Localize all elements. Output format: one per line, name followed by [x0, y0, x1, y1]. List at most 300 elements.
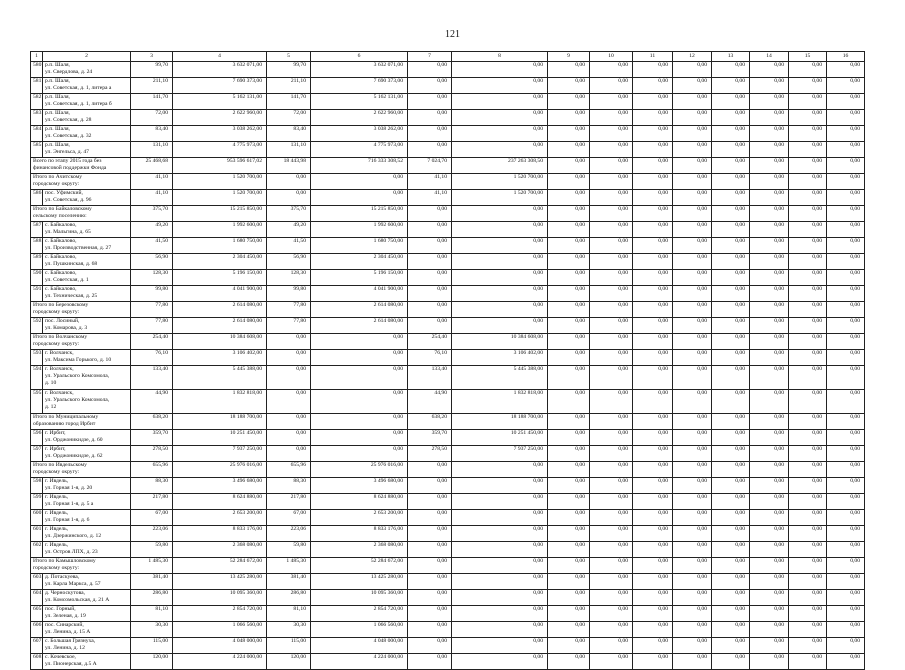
value-cell: 88,30	[267, 478, 311, 494]
value-cell: 1 066 560,00	[173, 622, 267, 638]
table-row	[31, 222, 865, 238]
value-cell: 0,00	[673, 638, 712, 654]
value-cell: 0,00	[590, 142, 633, 158]
value-cell: 0,00	[408, 542, 452, 558]
row-number: 588	[31, 238, 43, 254]
value-cell: 25 468,68	[131, 158, 173, 174]
column-number: 12	[673, 52, 712, 62]
value-cell: 0,00	[827, 142, 865, 158]
value-cell: 0,00	[712, 62, 750, 78]
value-cell: 0,00	[452, 638, 548, 654]
value-cell: 2 614 080,00	[173, 318, 267, 334]
value-cell: 0,00	[789, 238, 827, 254]
value-cell: 25 976 016,00	[311, 462, 408, 478]
value-cell: 0,00	[590, 390, 633, 414]
value-cell: 0,00	[750, 494, 789, 510]
value-cell: 2 653 200,00	[173, 510, 267, 526]
value-cell: 0,00	[750, 462, 789, 478]
cell-text-line: ул. Пушкинская, д. 68	[45, 260, 98, 267]
value-cell: 0,00	[750, 414, 789, 430]
value-cell: 5 196 150,00	[311, 270, 408, 286]
value-cell: 0,00	[750, 350, 789, 366]
value-cell: 131,10	[131, 142, 173, 158]
column-number: 7	[408, 52, 452, 62]
value-cell: 655,96	[131, 462, 173, 478]
value-cell: 76,10	[408, 350, 452, 366]
value-cell: 0,00	[712, 110, 750, 126]
cell-text-line: ул. Максима Горького, д. 10	[45, 356, 112, 363]
value-cell: 0,00	[712, 462, 750, 478]
value-cell: 0,00	[827, 334, 865, 350]
value-cell: 133,40	[408, 366, 452, 390]
value-cell: 1 520 700,00	[452, 174, 548, 190]
address-cell	[43, 510, 131, 526]
value-cell: 13 425 280,00	[173, 574, 267, 590]
value-cell: 0,00	[452, 270, 548, 286]
table-row	[31, 350, 865, 366]
value-cell: 81,10	[267, 606, 311, 622]
value-cell: 3 038 262,00	[173, 126, 267, 142]
value-cell: 0,00	[673, 350, 712, 366]
column-number-header	[31, 52, 865, 62]
value-cell: 0,00	[789, 462, 827, 478]
address-cell	[43, 190, 131, 206]
value-cell: 0,00	[750, 366, 789, 390]
value-cell: 0,00	[827, 350, 865, 366]
address-cell	[43, 622, 131, 638]
cell-text-line: ул. Советская, д. 96	[45, 196, 92, 203]
value-cell: 0,00	[789, 158, 827, 174]
cell-text-line: образованию город Ирбит	[33, 420, 96, 427]
value-cell: 0,00	[789, 190, 827, 206]
value-cell: 0,00	[452, 542, 548, 558]
row-number: 592	[31, 318, 43, 334]
value-cell: 0,00	[789, 430, 827, 446]
cell-text-line: ул. Зеленая, д. 19	[45, 612, 86, 619]
cell-text-line: ул. Орджоникидзе, д. 60	[45, 436, 103, 443]
value-cell: 0,00	[673, 574, 712, 590]
cell-text-line: ул. Ленина, д. 12	[45, 644, 85, 651]
column-number: 4	[173, 52, 267, 62]
value-cell: 0,00	[633, 222, 673, 238]
value-cell: 0,00	[590, 318, 633, 334]
value-cell: 41,50	[267, 238, 311, 254]
value-cell: 0,00	[789, 542, 827, 558]
value-cell: 0,00	[827, 158, 865, 174]
value-cell: 0,00	[408, 302, 452, 318]
value-cell: 7 937 250,00	[173, 446, 267, 462]
value-cell: 0,00	[789, 254, 827, 270]
value-cell: 0,00	[673, 78, 712, 94]
row-number: 587	[31, 222, 43, 238]
value-cell: 7 690 373,00	[173, 78, 267, 94]
value-cell: 0,00	[633, 190, 673, 206]
table-row	[31, 94, 865, 110]
value-cell: 0,00	[712, 238, 750, 254]
column-number: 11	[633, 52, 673, 62]
value-cell: 77,80	[131, 302, 173, 318]
address-cell	[43, 62, 131, 78]
value-cell: 0,00	[452, 286, 548, 302]
value-cell: 83,40	[131, 126, 173, 142]
value-cell: 99,80	[267, 286, 311, 302]
value-cell: 3 632 071,00	[173, 62, 267, 78]
value-cell: 0,00	[548, 390, 590, 414]
value-cell: 1 832 818,00	[452, 390, 548, 414]
cell-text-line: ул. Уральского Комсомола,	[45, 372, 110, 379]
value-cell: 7 024,70	[408, 158, 452, 174]
cell-text-line: г. Волчанск,	[45, 350, 74, 356]
value-cell: 0,00	[408, 478, 452, 494]
value-cell: 0,00	[633, 238, 673, 254]
value-cell: 0,00	[548, 574, 590, 590]
value-cell: 1 485,30	[267, 558, 311, 574]
value-cell: 0,00	[750, 606, 789, 622]
value-cell: 278,50	[131, 446, 173, 462]
row-number: 594	[31, 366, 43, 390]
value-cell: 0,00	[673, 334, 712, 350]
value-cell: 0,00	[827, 302, 865, 318]
value-cell: 0,00	[789, 590, 827, 606]
value-cell: 0,00	[789, 622, 827, 638]
value-cell: 375,70	[267, 206, 311, 222]
value-cell: 0,00	[548, 270, 590, 286]
value-cell: 128,30	[267, 270, 311, 286]
value-cell: 41,10	[408, 190, 452, 206]
value-cell: 0,00	[548, 318, 590, 334]
subtotal-row	[31, 158, 865, 174]
cell-text-line: ул. Мальгина, д. 65	[45, 228, 91, 235]
column-number: 14	[750, 52, 789, 62]
cell-text-line: ул. Пионерская, д.5 А	[45, 660, 97, 667]
value-cell: 0,00	[712, 526, 750, 542]
value-cell: 0,00	[789, 62, 827, 78]
value-cell: 0,00	[452, 94, 548, 110]
value-cell: 13 425 280,00	[311, 574, 408, 590]
cell-text-line: с. Байкалово,	[45, 254, 77, 260]
value-cell: 3 038 262,00	[311, 126, 408, 142]
value-cell: 0,00	[827, 62, 865, 78]
cell-text-line: ул. Советская, д. 1	[45, 276, 89, 283]
value-cell: 217,80	[267, 494, 311, 510]
cell-text-line: д. Потаскуева,	[45, 574, 80, 580]
value-cell: 10 384 608,00	[173, 334, 267, 350]
value-cell: 88,30	[131, 478, 173, 494]
value-cell: 0,00	[712, 558, 750, 574]
value-cell: 0,00	[750, 318, 789, 334]
value-cell: 4 048 000,00	[311, 638, 408, 654]
value-cell: 0,00	[590, 494, 633, 510]
value-cell: 0,00	[267, 174, 311, 190]
value-cell: 1 520 700,00	[452, 190, 548, 206]
value-cell: 0,00	[673, 430, 712, 446]
value-cell: 0,00	[750, 110, 789, 126]
value-cell: 41,10	[131, 174, 173, 190]
value-cell: 0,00	[827, 542, 865, 558]
value-cell: 5 162 131,00	[311, 94, 408, 110]
column-number: 2	[43, 52, 131, 62]
value-cell: 0,00	[827, 526, 865, 542]
value-cell: 0,00	[311, 366, 408, 390]
value-cell: 141,70	[267, 94, 311, 110]
value-cell: 217,80	[131, 494, 173, 510]
value-cell: 0,00	[712, 350, 750, 366]
value-cell: 381,40	[131, 574, 173, 590]
value-cell: 3 496 680,00	[311, 478, 408, 494]
value-cell: 0,00	[750, 222, 789, 238]
value-cell: 0,00	[827, 510, 865, 526]
row-number: 605	[31, 606, 43, 622]
cell-text-line: Итого по Муниципальному	[33, 414, 99, 420]
value-cell: 0,00	[789, 638, 827, 654]
value-cell: 0,00	[548, 494, 590, 510]
value-cell: 0,00	[827, 638, 865, 654]
value-cell: 0,00	[633, 78, 673, 94]
row-number: 601	[31, 526, 43, 542]
value-cell: 0,00	[827, 366, 865, 390]
cell-text-line: ул. Техническая, д. 25	[45, 292, 98, 299]
value-cell: 0,00	[827, 206, 865, 222]
value-cell: 0,00	[590, 174, 633, 190]
value-cell: 99,70	[131, 62, 173, 78]
value-cell: 56,90	[131, 254, 173, 270]
value-cell: 0,00	[633, 558, 673, 574]
column-number: 3	[131, 52, 173, 62]
value-cell: 211,10	[131, 78, 173, 94]
value-cell: 0,00	[789, 286, 827, 302]
value-cell: 0,00	[311, 190, 408, 206]
value-cell: 0,00	[590, 254, 633, 270]
subtotal-label	[31, 462, 131, 478]
value-cell: 0,00	[750, 94, 789, 110]
value-cell: 3 496 680,00	[173, 478, 267, 494]
value-cell: 0,00	[590, 126, 633, 142]
value-cell: 0,00	[408, 78, 452, 94]
value-cell: 18 188 700,00	[452, 414, 548, 430]
value-cell: 0,00	[789, 526, 827, 542]
value-cell: 0,00	[408, 254, 452, 270]
value-cell: 0,00	[267, 430, 311, 446]
cell-text-line: ул. Энгельса, д. 47	[45, 148, 89, 155]
row-number: 603	[31, 574, 43, 590]
value-cell: 1 832 818,00	[173, 390, 267, 414]
value-cell: 0,00	[408, 94, 452, 110]
cell-text-line: ул. Дзержинского, д. 12	[45, 532, 102, 539]
cell-text-line: ул. Советская, д. 1, литера а	[45, 84, 112, 91]
address-cell	[43, 254, 131, 270]
value-cell: 0,00	[452, 62, 548, 78]
value-cell: 0,00	[548, 238, 590, 254]
column-number: 8	[452, 52, 548, 62]
value-cell: 2 614 080,00	[311, 302, 408, 318]
value-cell: 254,40	[408, 334, 452, 350]
value-cell: 2 368 080,00	[311, 542, 408, 558]
address-cell	[43, 126, 131, 142]
value-cell: 0,00	[548, 590, 590, 606]
value-cell: 115,00	[131, 638, 173, 654]
value-cell: 0,00	[452, 558, 548, 574]
value-cell: 0,00	[827, 110, 865, 126]
cell-text-line: р.п. Шаля,	[45, 62, 70, 68]
value-cell: 0,00	[789, 334, 827, 350]
value-cell: 0,00	[590, 574, 633, 590]
value-cell: 2 653 200,00	[311, 510, 408, 526]
value-cell: 0,00	[311, 174, 408, 190]
cell-text-line: финансовой поддержки Фонда	[33, 164, 107, 171]
address-cell	[43, 318, 131, 334]
value-cell: 0,00	[452, 126, 548, 142]
value-cell: 0,00	[590, 654, 633, 670]
value-cell: 8 833 176,00	[311, 526, 408, 542]
cell-text-line: Всего по этапу 2015 года без	[33, 158, 102, 164]
value-cell: 1 992 600,00	[311, 222, 408, 238]
cell-text-line: ул. Ленина, д. 15 А	[45, 628, 91, 635]
value-cell: 0,00	[548, 254, 590, 270]
value-cell: 0,00	[633, 390, 673, 414]
value-cell: 0,00	[750, 126, 789, 142]
value-cell: 0,00	[827, 390, 865, 414]
value-cell: 0,00	[712, 318, 750, 334]
value-cell: 49,20	[131, 222, 173, 238]
value-cell: 0,00	[673, 414, 712, 430]
address-cell	[43, 526, 131, 542]
table-row	[31, 590, 865, 606]
value-cell: 0,00	[633, 622, 673, 638]
value-cell: 0,00	[452, 494, 548, 510]
value-cell: 0,00	[548, 526, 590, 542]
value-cell: 0,00	[712, 190, 750, 206]
value-cell: 655,96	[267, 462, 311, 478]
value-cell: 0,00	[673, 238, 712, 254]
value-cell: 4 224 000,00	[173, 654, 267, 670]
value-cell: 0,00	[712, 390, 750, 414]
value-cell: 0,00	[827, 94, 865, 110]
cell-text-line: г. Ивдель,	[45, 478, 69, 484]
column-number: 6	[311, 52, 408, 62]
value-cell: 0,00	[712, 638, 750, 654]
value-cell: 77,80	[131, 318, 173, 334]
value-cell: 0,00	[673, 654, 712, 670]
value-cell: 0,00	[712, 78, 750, 94]
value-cell: 0,00	[673, 126, 712, 142]
value-cell: 0,00	[267, 446, 311, 462]
value-cell: 0,00	[712, 334, 750, 350]
subtotal-row	[31, 334, 865, 350]
value-cell: 0,00	[590, 110, 633, 126]
cell-text-line: ул. Остров ЛПХ, д. 23	[45, 548, 98, 555]
value-cell: 18 188 700,00	[173, 414, 267, 430]
value-cell: 2 622 960,00	[173, 110, 267, 126]
value-cell: 0,00	[673, 110, 712, 126]
value-cell: 0,00	[712, 270, 750, 286]
value-cell: 0,00	[590, 270, 633, 286]
value-cell: 237 263 308,50	[452, 158, 548, 174]
value-cell: 0,00	[548, 110, 590, 126]
subtotal-label	[31, 302, 131, 318]
value-cell: 0,00	[673, 270, 712, 286]
value-cell: 0,00	[548, 334, 590, 350]
value-cell: 0,00	[750, 334, 789, 350]
value-cell: 52 284 672,00	[311, 558, 408, 574]
value-cell: 0,00	[548, 414, 590, 430]
cell-text-line: сельскому поселению:	[33, 212, 87, 219]
value-cell: 0,00	[548, 430, 590, 446]
value-cell: 0,00	[673, 462, 712, 478]
value-cell: 67,00	[131, 510, 173, 526]
value-cell: 2 854 720,00	[173, 606, 267, 622]
value-cell: 0,00	[750, 510, 789, 526]
value-cell: 2 304 450,00	[311, 254, 408, 270]
address-cell	[43, 390, 131, 414]
value-cell: 0,00	[408, 318, 452, 334]
row-number: 593	[31, 350, 43, 366]
value-cell: 25 976 016,00	[173, 462, 267, 478]
value-cell: 18 443,98	[267, 158, 311, 174]
value-cell: 52 284 672,00	[173, 558, 267, 574]
value-cell: 0,00	[827, 478, 865, 494]
cell-text-line: Итого по Березовскому	[33, 302, 89, 308]
value-cell: 0,00	[633, 606, 673, 622]
cell-text-line: ул. Горная 1-я, д. 20	[45, 484, 93, 491]
cell-text-line: г. Ивдель,	[45, 494, 69, 500]
address-cell	[43, 574, 131, 590]
cell-text-line: ул. Горная 1-я, д. 6	[45, 516, 90, 523]
value-cell: 0,00	[452, 574, 548, 590]
value-cell: 0,00	[548, 142, 590, 158]
value-cell: 2 614 080,00	[173, 302, 267, 318]
value-cell: 0,00	[633, 462, 673, 478]
value-cell: 0,00	[311, 430, 408, 446]
value-cell: 0,00	[590, 638, 633, 654]
value-cell: 0,00	[267, 334, 311, 350]
table-row	[31, 286, 865, 302]
value-cell: 0,00	[633, 318, 673, 334]
value-cell: 141,70	[131, 94, 173, 110]
subtotal-label	[31, 558, 131, 574]
row-number: 599	[31, 494, 43, 510]
value-cell: 0,00	[673, 174, 712, 190]
address-cell	[43, 286, 131, 302]
value-cell: 0,00	[673, 222, 712, 238]
value-cell: 0,00	[452, 510, 548, 526]
value-cell: 0,00	[633, 494, 673, 510]
value-cell: 30,30	[131, 622, 173, 638]
value-cell: 0,00	[267, 414, 311, 430]
value-cell: 4 775 973,00	[173, 142, 267, 158]
value-cell: 0,00	[590, 334, 633, 350]
value-cell: 0,00	[827, 78, 865, 94]
column-number: 9	[548, 52, 590, 62]
value-cell: 0,00	[633, 62, 673, 78]
cell-text-line: ул. Орджоникидзе, д. 62	[45, 452, 103, 459]
subtotal-row	[31, 174, 865, 190]
value-cell: 0,00	[712, 574, 750, 590]
value-cell: 0,00	[267, 390, 311, 414]
value-cell: 0,00	[712, 654, 750, 670]
value-cell: 4 775 973,00	[311, 142, 408, 158]
value-cell: 99,70	[267, 62, 311, 78]
value-cell: 8 833 176,00	[173, 526, 267, 542]
cell-text-line: р.п. Шаля,	[45, 78, 70, 84]
value-cell: 0,00	[789, 222, 827, 238]
row-number: 604	[31, 590, 43, 606]
value-cell: 83,40	[267, 126, 311, 142]
value-cell: 0,00	[590, 430, 633, 446]
value-cell: 0,00	[750, 78, 789, 94]
value-cell: 10 251 450,00	[173, 430, 267, 446]
value-cell: 49,20	[267, 222, 311, 238]
value-cell: 81,10	[131, 606, 173, 622]
